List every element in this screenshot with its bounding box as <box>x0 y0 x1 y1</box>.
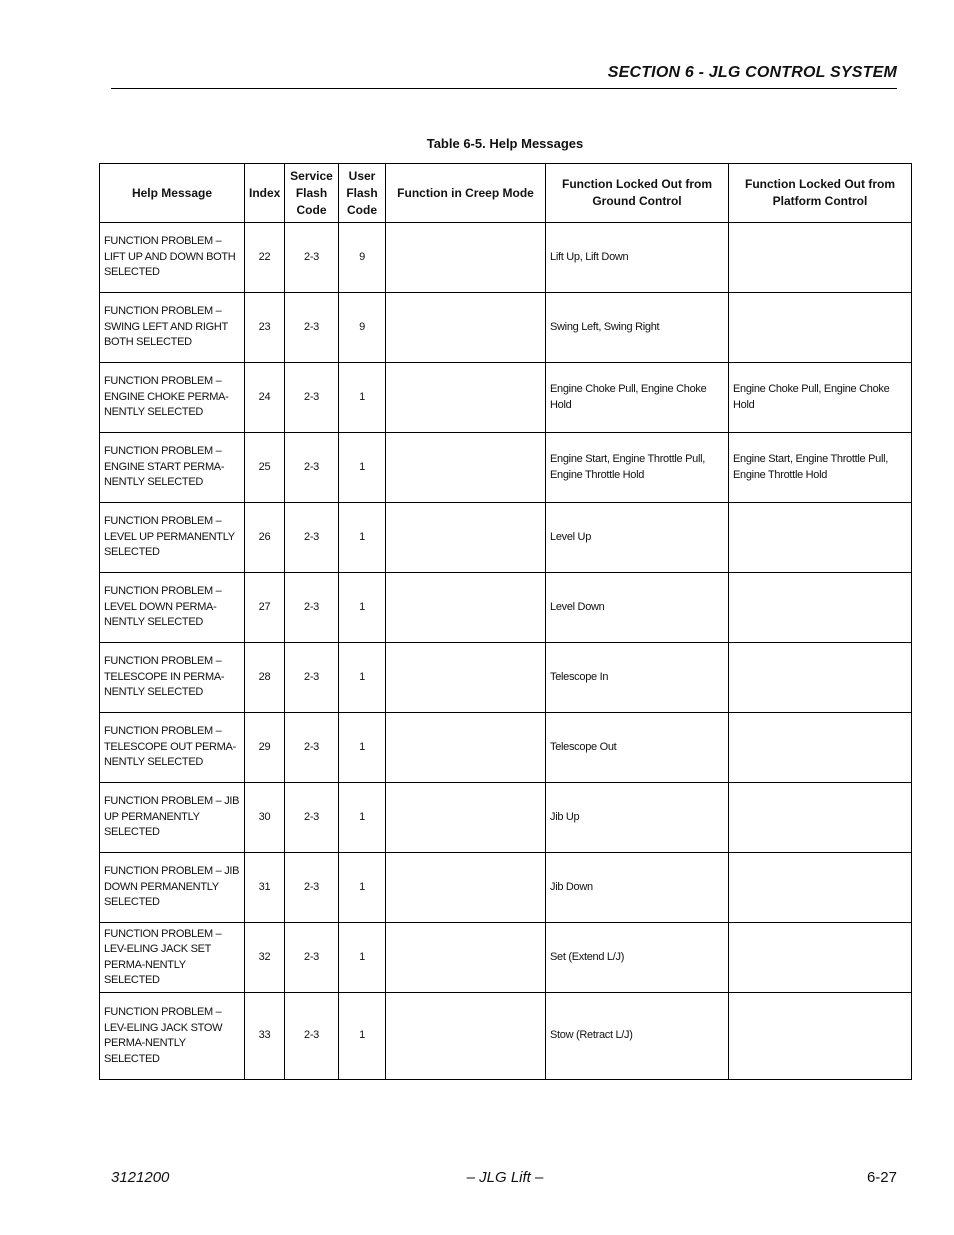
service-flash-code-cell: 2-3 <box>285 293 339 363</box>
table-row <box>100 573 912 643</box>
index-cell: 26 <box>245 503 285 573</box>
ground-lockout-cell: Swing Left, Swing Right <box>546 293 729 363</box>
help-message-cell: FUNCTION PROBLEM – LIFT UP AND DOWN BOTH SELECTED <box>100 223 245 293</box>
platform-lockout-cell <box>729 643 912 713</box>
service-flash-code-cell: 2-3 <box>285 993 339 1080</box>
col-header-creep-mode: Function in Creep Mode <box>386 164 546 223</box>
creep-mode-cell <box>386 433 546 503</box>
ground-lockout-cell: Level Up <box>546 503 729 573</box>
help-message-cell: FUNCTION PROBLEM – LEVEL UP PERMANENTLY SELECTED <box>100 503 245 573</box>
platform-lockout-cell <box>729 223 912 293</box>
user-flash-code-cell: 1 <box>339 433 386 503</box>
ground-lockout-cell: Set (Extend L/J) <box>546 923 729 993</box>
service-flash-code-cell: 2-3 <box>285 433 339 503</box>
header-rule <box>111 88 897 89</box>
col-header-platform-lockout: Function Locked Out from Platform Control <box>729 164 912 223</box>
service-flash-code-cell: 2-3 <box>285 223 339 293</box>
ground-lockout-cell: Stow (Retract L/J) <box>546 993 729 1080</box>
index-cell: 23 <box>245 293 285 363</box>
col-header-user-flash-code: User Flash Code <box>339 164 386 223</box>
index-cell: 27 <box>245 573 285 643</box>
platform-lockout-cell <box>729 713 912 783</box>
section-title: SECTION 6 - JLG CONTROL SYSTEM <box>607 64 897 81</box>
user-flash-code-cell: 1 <box>339 783 386 853</box>
platform-lockout-cell <box>729 573 912 643</box>
table-row <box>100 503 912 573</box>
service-flash-code-cell: 2-3 <box>285 783 339 853</box>
table-row <box>100 853 912 923</box>
user-flash-code-cell: 1 <box>339 853 386 923</box>
table-row <box>100 433 912 503</box>
service-flash-code-cell: 2-3 <box>285 713 339 783</box>
index-cell: 28 <box>245 643 285 713</box>
help-message-cell: FUNCTION PROBLEM – LEV-ELING JACK STOW PERMA-NENTLY SELECTED <box>100 993 245 1080</box>
user-flash-code-cell: 1 <box>339 503 386 573</box>
user-flash-code-cell: 1 <box>339 993 386 1080</box>
ground-lockout-cell: Telescope In <box>546 643 729 713</box>
creep-mode-cell <box>386 223 546 293</box>
doc-number: 3121200 <box>111 1169 170 1186</box>
index-cell: 32 <box>245 923 285 993</box>
ground-lockout-cell: Engine Choke Pull, Engine Choke Hold <box>546 363 729 433</box>
ground-lockout-cell: Engine Start, Engine Throttle Pull, Engine Throttle Hold <box>546 433 729 503</box>
platform-lockout-cell <box>729 503 912 573</box>
platform-lockout-cell: Engine Start, Engine Throttle Pull, Engine Throttle Hold <box>729 433 912 503</box>
service-flash-code-cell: 2-3 <box>285 643 339 713</box>
index-cell: 25 <box>245 433 285 503</box>
help-message-cell: FUNCTION PROBLEM – TELESCOPE IN PERMA-NENTLY SELECTED <box>100 643 245 713</box>
creep-mode-cell <box>386 293 546 363</box>
user-flash-code-cell: 1 <box>339 573 386 643</box>
help-message-cell: FUNCTION PROBLEM – JIB UP PERMANENTLY SELECTED <box>100 783 245 853</box>
platform-lockout-cell: Engine Choke Pull, Engine Choke Hold <box>729 363 912 433</box>
creep-mode-cell <box>386 853 546 923</box>
ground-lockout-cell: Telescope Out <box>546 713 729 783</box>
help-messages-table <box>99 163 912 1080</box>
table-row <box>100 783 912 853</box>
service-flash-code-cell: 2-3 <box>285 923 339 993</box>
help-message-cell: FUNCTION PROBLEM – ENGINE START PERMA-NENTLY SELECTED <box>100 433 245 503</box>
table-row <box>100 993 912 1080</box>
user-flash-code-cell: 9 <box>339 293 386 363</box>
service-flash-code-cell: 2-3 <box>285 573 339 643</box>
user-flash-code-cell: 1 <box>339 363 386 433</box>
user-flash-code-cell: 1 <box>339 643 386 713</box>
creep-mode-cell <box>386 993 546 1080</box>
platform-lockout-cell <box>729 293 912 363</box>
table-row <box>100 923 912 993</box>
index-cell: 22 <box>245 223 285 293</box>
user-flash-code-cell: 1 <box>339 923 386 993</box>
service-flash-code-cell: 2-3 <box>285 363 339 433</box>
table-row <box>100 643 912 713</box>
ground-lockout-cell: Jib Down <box>546 853 729 923</box>
creep-mode-cell <box>386 783 546 853</box>
user-flash-code-cell: 9 <box>339 223 386 293</box>
table-header-row <box>100 164 912 223</box>
index-cell: 24 <box>245 363 285 433</box>
platform-lockout-cell <box>729 853 912 923</box>
help-message-cell: FUNCTION PROBLEM – LEV-ELING JACK SET PERMA-NENTLY SELECTED <box>100 923 245 993</box>
help-message-cell: FUNCTION PROBLEM – JIB DOWN PERMANENTLY SELECTED <box>100 853 245 923</box>
user-flash-code-cell: 1 <box>339 713 386 783</box>
service-flash-code-cell: 2-3 <box>285 503 339 573</box>
service-flash-code-cell: 2-3 <box>285 853 339 923</box>
table-row <box>100 293 912 363</box>
index-cell: 30 <box>245 783 285 853</box>
ground-lockout-cell: Lift Up, Lift Down <box>546 223 729 293</box>
index-cell: 29 <box>245 713 285 783</box>
index-cell: 31 <box>245 853 285 923</box>
creep-mode-cell <box>386 643 546 713</box>
table-row <box>100 363 912 433</box>
col-header-help-message: Help Message <box>100 164 245 223</box>
platform-lockout-cell <box>729 993 912 1080</box>
col-header-service-flash-code: Service Flash Code <box>285 164 339 223</box>
help-message-cell: FUNCTION PROBLEM – SWING LEFT AND RIGHT BOTH SELECTED <box>100 293 245 363</box>
table-row <box>100 223 912 293</box>
help-message-cell: FUNCTION PROBLEM – ENGINE CHOKE PERMA-NENTLY SELECTED <box>100 363 245 433</box>
creep-mode-cell <box>386 363 546 433</box>
help-message-cell: FUNCTION PROBLEM – TELESCOPE OUT PERMA-NENTLY SELECTED <box>100 713 245 783</box>
ground-lockout-cell: Jib Up <box>546 783 729 853</box>
creep-mode-cell <box>386 503 546 573</box>
col-header-index: Index <box>245 164 285 223</box>
creep-mode-cell <box>386 923 546 993</box>
platform-lockout-cell <box>729 923 912 993</box>
table-row <box>100 713 912 783</box>
creep-mode-cell <box>386 713 546 783</box>
footer-brand: – JLG Lift – <box>466 1169 544 1186</box>
creep-mode-cell <box>386 573 546 643</box>
platform-lockout-cell <box>729 783 912 853</box>
table-title: Table 6-5. Help Messages <box>426 136 584 151</box>
ground-lockout-cell: Level Down <box>546 573 729 643</box>
col-header-ground-lockout: Function Locked Out from Ground Control <box>546 164 729 223</box>
page-number: 6-27 <box>866 1169 897 1186</box>
index-cell: 33 <box>245 993 285 1080</box>
help-message-cell: FUNCTION PROBLEM – LEVEL DOWN PERMA-NENTLY SELECTED <box>100 573 245 643</box>
